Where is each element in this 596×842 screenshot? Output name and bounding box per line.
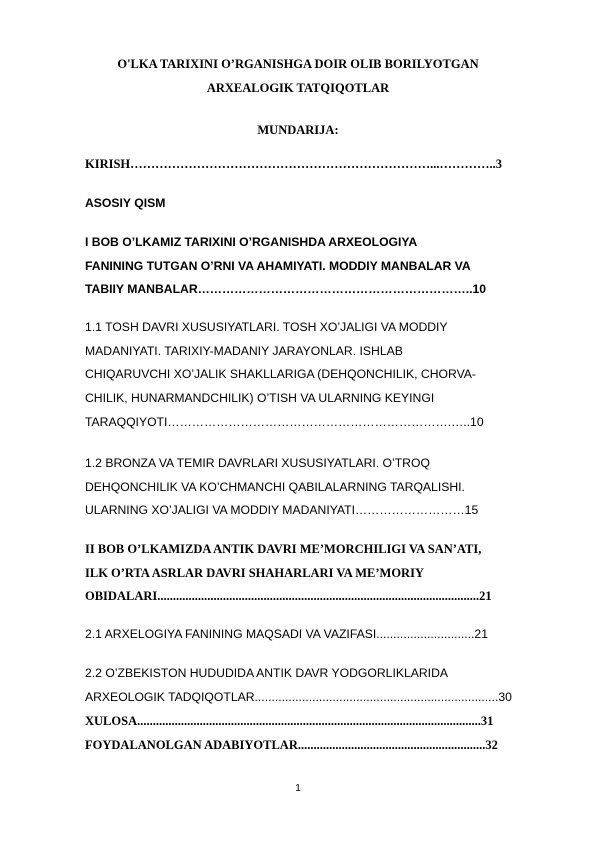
s12-line-3: ULARNING XO’JALIGI VA MODDIY MADANIYATI………………………15: [85, 503, 479, 518]
s11-line-3: CHIQARUVCHI XO’JALIK SHAKLLARIGA (DEHQONCHILIK, CHORVA-: [85, 367, 476, 382]
title-line-1: O'LKA TARIXINI O’RGANISHGA DOIR OLIB BORILYOTGAN: [117, 57, 479, 71]
bob1-line-3: TABIIY MANBALAR…………………………………………………………..10: [85, 282, 487, 297]
s11-line-2: MADANIYATI. TARIXIY-MADANIY JARAYONLAR. ISHLAB: [85, 343, 403, 358]
s22-line-2: ARXEOLOGIK TADQIQOTLAR........................................................................30: [85, 689, 512, 704]
s11-line-1: 1.1 TOSH DAVRI XUSUSIYATLARI. TOSH XO’JALIGI VA MODDIY: [85, 320, 448, 334]
toc-entry-1-2: [85, 452, 561, 523]
s22-line-1: 2.2 O’ZBEKISTON HUDUDIDA ANTIK DAVR YODGORLIKLARIDA: [85, 666, 449, 680]
toc-entry-xulosa: [85, 710, 561, 734]
s11-line-5: TARAQQIYOTI…………………………………………………………….…..10: [85, 414, 484, 429]
bob2-line-1: II BOB O’LKAMIZDA ANTIK DAVRI ME’MORCHILIGI VA SAN’ATI,: [85, 542, 482, 556]
s12-line-2: DEHQONCHILIK VA KO’CHMANCHI QABILALARNING TARQALISHI.: [85, 479, 465, 494]
toc-entry-bob1: [85, 231, 561, 302]
toc-entry-asosiy-text: ASOSIY QISM: [85, 196, 166, 210]
toc-heading: MUNDARIJA:: [257, 123, 339, 137]
s11-line-4: CHILIK, HUNARMANDCHILIK) O’TISH VA ULARNING KEYINGI: [85, 391, 435, 406]
bob1-line-2: FANINING TUTGAN O’RNI VA AHAMIYATI. MODDIY MANBALAR VA: [85, 258, 471, 273]
toc-entry-2-2: [85, 662, 561, 709]
toc-entry-kirish-text: KIRISH………………………………………………………………...…………..3: [85, 157, 503, 171]
toc-entry-adabiyot: [85, 734, 561, 758]
xulosa-text: XULOSA..............................................................................................................31: [85, 714, 494, 728]
title-line-2: ARXEALOGIK TATQIQOTLAR: [206, 80, 390, 95]
s21-text: 2.1 ARXELOGIYA FANINING MAQSADI VA VAZIFASI.............................21: [85, 627, 488, 641]
toc-entry-1-1: [85, 316, 561, 434]
bob1-line-1: I BOB O’LKAMIZ TARIXINI O’RGANISHDA ARXEOLOGIYA: [85, 235, 418, 249]
bob2-line-2: ILK O’RTA ASRLAR DAVRI SHAHARLARI VA ME’MORIY: [85, 565, 424, 580]
bob2-line-3: OBIDALARI.......................................................................................................21: [85, 589, 492, 604]
toc-entry-asosiy: [85, 192, 561, 216]
toc-entry-kirish: [85, 153, 561, 177]
toc-entry-2-1: [85, 623, 561, 647]
s12-line-1: 1.2 BRONZA VA TEMIR DAVRLARI XUSUSIYATLARI. O’TROQ: [85, 456, 430, 470]
document-title: [60, 52, 536, 99]
adabiyot-text: FOYDALANOLGAN ADABIYOTLAR............................................................32: [85, 738, 498, 752]
toc-entry-bob2: [85, 538, 561, 609]
page-number: 1: [295, 783, 301, 794]
